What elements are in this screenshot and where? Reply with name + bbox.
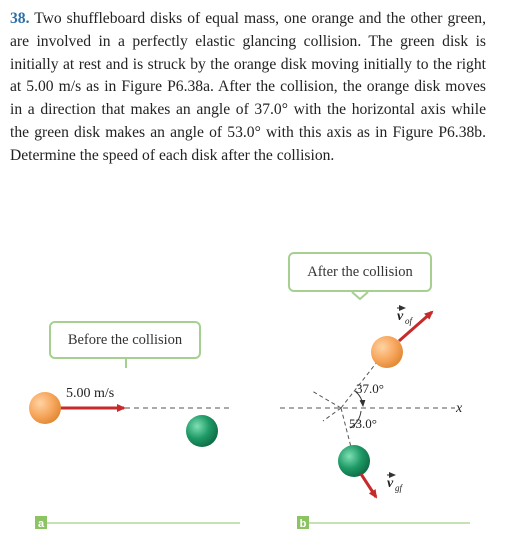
orange-disk-after — [371, 336, 403, 368]
panel-b-label: b — [299, 518, 307, 530]
panel-a-label: a — [37, 518, 45, 530]
svg-text:of: of — [405, 316, 413, 326]
orange-incoming-path — [312, 391, 341, 408]
before-collision-label: Before the collision — [49, 321, 201, 359]
after-collision-label: After the collision — [288, 252, 432, 292]
after-callout-pointer — [352, 292, 368, 299]
green-disk-after — [338, 445, 370, 477]
green-disk-before — [186, 415, 218, 447]
svg-text:v: v — [397, 309, 404, 324]
x-axis-label: x — [456, 401, 463, 416]
orange-disk-before — [29, 392, 61, 424]
problem-text: Two shuffleboard disks of equal mass, one orange and the other green, are involved in a perfectly elastic glancing collision. The green disk is initially at rest and is struck by the orange disk moving initially to the right at 5.00 m/s as in Figure P6.38a. After the collision, the orange disk moves in a direction that makes an angle of 37.0° with the horizontal axis while the green disk makes an angle of 53.0° with this axis as in Figure P6.38b. Determine the speed of each disk after the collision. — [10, 10, 486, 164]
svg-text:gf: gf — [395, 483, 403, 493]
problem-number: 38. — [10, 10, 30, 27]
orange-velocity-label — [397, 308, 414, 326]
angle-53-label: 53.0° — [349, 416, 377, 431]
green-velocity-arrow — [361, 474, 376, 497]
angle-37-label: 37.0° — [356, 381, 384, 396]
orange-velocity-arrow — [399, 312, 432, 341]
initial-speed-label: 5.00 m/s — [66, 386, 115, 401]
green-velocity-label — [387, 475, 404, 493]
svg-text:v: v — [387, 476, 394, 491]
green-incoming-path — [323, 408, 341, 421]
